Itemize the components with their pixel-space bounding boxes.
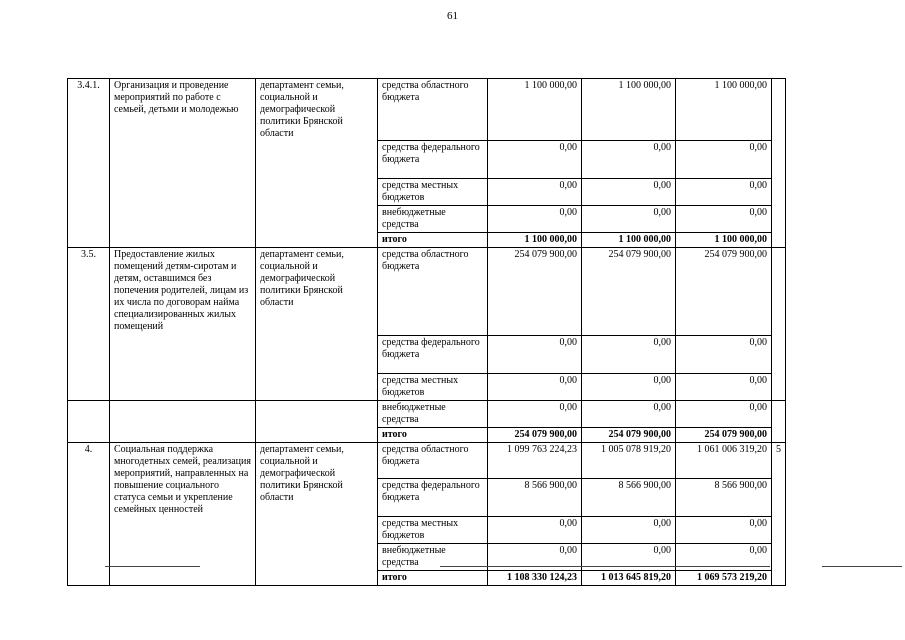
amount-cell: 1 061 006 319,20 (676, 443, 772, 479)
amount-cell: 0,00 (676, 517, 772, 544)
source-label: средства федерального бюджета (378, 141, 488, 179)
source-label: средства федерального бюджета (378, 336, 488, 374)
source-label: средства федерального бюджета (378, 479, 488, 517)
amount-cell: 0,00 (488, 517, 582, 544)
amount-cell: 0,00 (488, 374, 582, 401)
total-cell: 254 079 900,00 (676, 428, 772, 443)
source-label: средства местных бюджетов (378, 517, 488, 544)
scan-line (105, 566, 200, 567)
indicator-cell (772, 248, 786, 401)
source-label: средства местных бюджетов (378, 374, 488, 401)
item-name: Предоставление жилых помещений детям-сиротам и детям, оставшимся без попечения родителей, лицам из их числа по договорам найма специализированных жилых помещений (110, 248, 256, 401)
amount-cell: 1 100 000,00 (582, 79, 676, 141)
item-executor-empty (256, 401, 378, 443)
total-cell: 1 108 330 124,23 (488, 571, 582, 586)
indicator-cell (772, 79, 786, 248)
scan-line (822, 566, 902, 567)
item-name-empty (110, 401, 256, 443)
amount-cell: 0,00 (676, 141, 772, 179)
amount-cell: 254 079 900,00 (676, 248, 772, 336)
amount-cell: 8 566 900,00 (676, 479, 772, 517)
page-number: 61 (447, 10, 458, 22)
amount-cell: 8 566 900,00 (582, 479, 676, 517)
amount-cell: 0,00 (582, 336, 676, 374)
item-executor: департамент семьи, социальной и демографической политики Брянской области (256, 248, 378, 401)
amount-cell: 0,00 (488, 179, 582, 206)
table-row (68, 79, 786, 141)
indicator-cell: 5 (772, 443, 786, 586)
amount-cell: 0,00 (488, 401, 582, 428)
item-code: 3.5. (68, 248, 110, 401)
amount-cell: 0,00 (676, 336, 772, 374)
amount-cell: 1 005 078 919,20 (582, 443, 676, 479)
amount-cell: 0,00 (488, 141, 582, 179)
total-cell: 1 100 000,00 (676, 233, 772, 248)
source-label: средства областного бюджета (378, 79, 488, 141)
item-code: 3.4.1. (68, 79, 110, 248)
amount-cell: 0,00 (676, 206, 772, 233)
amount-cell: 0,00 (582, 374, 676, 401)
source-label: средства местных бюджетов (378, 179, 488, 206)
total-cell: 254 079 900,00 (488, 428, 582, 443)
amount-cell: 0,00 (582, 141, 676, 179)
amount-cell: 0,00 (582, 401, 676, 428)
total-cell: 254 079 900,00 (582, 428, 676, 443)
scan-line (440, 566, 770, 567)
indicator-cell (772, 401, 786, 443)
amount-cell: 1 100 000,00 (488, 79, 582, 141)
total-label: итого (378, 233, 488, 248)
source-label: средства областного бюджета (378, 443, 488, 479)
table-row (68, 248, 786, 336)
source-label: средства областного бюджета (378, 248, 488, 336)
total-label: итого (378, 571, 488, 586)
amount-cell: 0,00 (488, 544, 582, 571)
item-executor: департамент семьи, социальной и демографической политики Брянской области (256, 79, 378, 248)
item-code-empty (68, 401, 110, 443)
amount-cell: 8 566 900,00 (488, 479, 582, 517)
amount-cell: 0,00 (488, 206, 582, 233)
amount-cell: 1 100 000,00 (676, 79, 772, 141)
item-name: Организация и проведение мероприятий по работе с семьей, детьми и молодежью (110, 79, 256, 248)
table-row (68, 443, 786, 479)
amount-cell: 254 079 900,00 (582, 248, 676, 336)
amount-cell: 0,00 (582, 517, 676, 544)
total-label: итого (378, 428, 488, 443)
total-cell: 1 100 000,00 (488, 233, 582, 248)
amount-cell: 1 099 763 224,23 (488, 443, 582, 479)
item-code: 4. (68, 443, 110, 586)
amount-cell: 254 079 900,00 (488, 248, 582, 336)
total-cell: 1 013 645 819,20 (582, 571, 676, 586)
table-row (68, 401, 786, 428)
source-label: внебюджетные средства (378, 544, 488, 571)
amount-cell: 0,00 (676, 374, 772, 401)
amount-cell: 0,00 (488, 336, 582, 374)
total-cell: 1 069 573 219,20 (676, 571, 772, 586)
source-label: внебюджетные средства (378, 206, 488, 233)
amount-cell: 0,00 (676, 179, 772, 206)
item-executor: департамент семьи, социальной и демографической политики Брянской области (256, 443, 378, 586)
item-name: Социальная поддержка многодетных семей, реализация мероприятий, направленных на повышение социального статуса семьи и укрепление семейных ценностей (110, 443, 256, 586)
amount-cell: 0,00 (676, 544, 772, 571)
amount-cell: 0,00 (676, 401, 772, 428)
amount-cell: 0,00 (582, 179, 676, 206)
source-label: внебюджетные средства (378, 401, 488, 428)
amount-cell: 0,00 (582, 206, 676, 233)
amount-cell: 0,00 (582, 544, 676, 571)
budget-table (67, 78, 786, 586)
total-cell: 1 100 000,00 (582, 233, 676, 248)
